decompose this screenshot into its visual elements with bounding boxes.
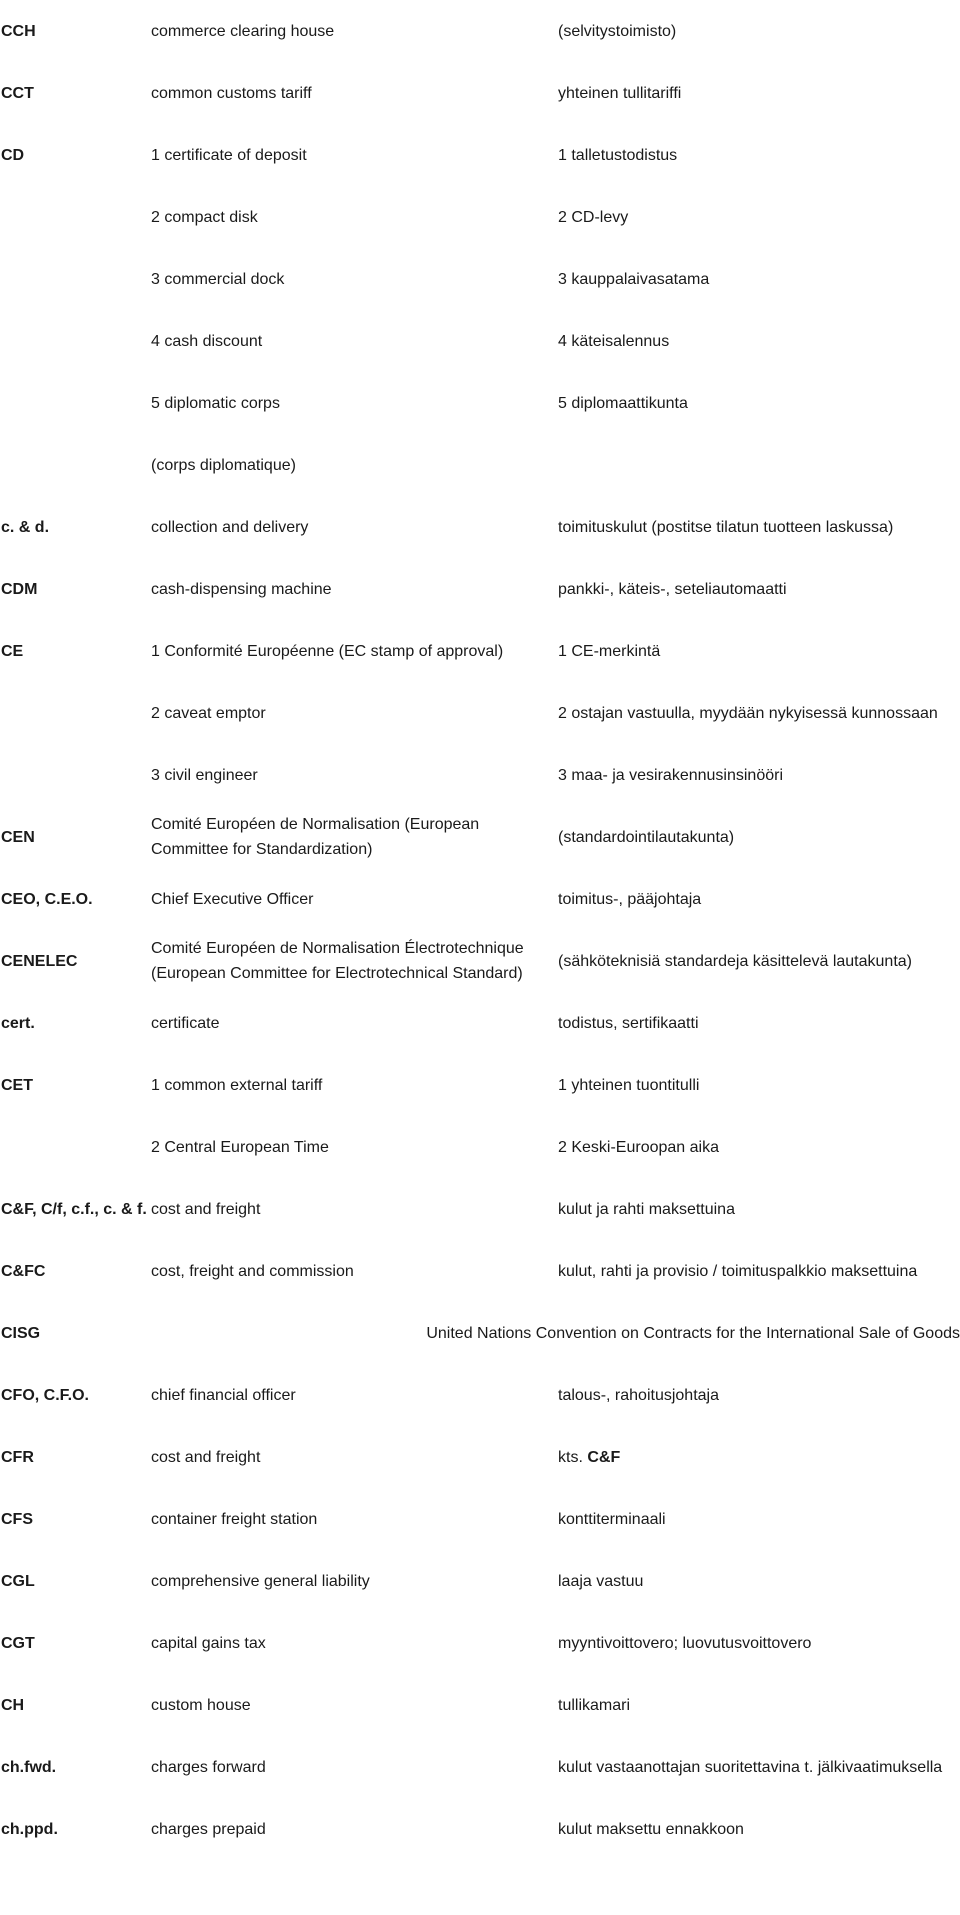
english-term: 2 caveat emptor [151,704,266,722]
english-term: comprehensive general liability [151,1572,370,1590]
abbreviation: CFS [1,1510,33,1528]
glossary-row [0,744,960,806]
finnish-term: yhteinen tullitariffi [558,84,682,102]
abbreviation: CH [1,1696,25,1714]
glossary-row [0,434,960,496]
glossary-row [0,620,960,682]
abbreviation: cert. [1,1014,35,1032]
glossary-row [0,1550,960,1612]
english-term: Comité Européen de Normalisation (European Committee for Standardization) [151,816,480,858]
english-term: 4 cash discount [151,332,263,350]
finnish-term: laaja vastuu [558,1572,644,1590]
abbreviation: CEN [1,828,35,846]
english-term: 1 certificate of deposit [151,146,307,164]
abbreviation: CFO, C.F.O. [1,1386,89,1404]
glossary-row [0,682,960,744]
glossary-row [0,992,960,1054]
english-term: 3 civil engineer [151,766,258,784]
glossary-row [0,0,960,62]
glossary-row [0,62,960,124]
finnish-term: toimitus-, pääjohtaja [558,890,702,908]
finnish-term: (sähköteknisiä standardeja käsittelevä lautakunta) [558,952,912,970]
glossary-row [0,558,960,620]
abbreviation: CEO, C.E.O. [1,890,93,908]
finnish-term: konttiterminaali [558,1510,666,1528]
abbreviation: c. & d. [1,518,50,536]
glossary-row [0,1364,960,1426]
cross-reference-link: C&F [587,1448,621,1466]
finnish-term: myyntivoittovero; luovutusvoittovero [558,1634,812,1652]
english-term: capital gains tax [151,1634,266,1652]
english-term: 3 commercial dock [151,270,285,288]
abbreviation: C&F, C/f, c.f., c. & f. [1,1200,147,1218]
glossary-row [0,806,960,868]
glossary-row [0,310,960,372]
glossary-row [0,124,960,186]
abbreviation: CFR [1,1448,34,1466]
abbreviation: CGT [1,1634,35,1652]
finnish-term: kulut vastaanottajan suoritettavina t. jälkivaatimuksella [558,1758,943,1776]
abbreviation: CDM [1,580,38,598]
finnish-term: (selvitystoimisto) [558,22,677,40]
abbreviation: CGL [1,1572,35,1590]
glossary-row [0,930,960,992]
english-term: container freight station [151,1510,318,1528]
english-term: cash-dispensing machine [151,580,332,598]
abbreviation: CISG [1,1324,41,1342]
glossary-row [0,1302,960,1364]
glossary-row [0,1674,960,1736]
finnish-term: talous-, rahoitusjohtaja [558,1386,719,1404]
finnish-term: 1 talletustodistus [558,146,678,164]
abbreviation: CCH [1,22,36,40]
glossary-row [0,496,960,558]
english-term: cost and freight [151,1448,261,1466]
english-term: collection and delivery [151,518,309,536]
english-term: 1 Conformité Européenne (EC stamp of approval) [151,642,504,660]
finnish-term: 2 CD-levy [558,208,629,226]
english-term: Comité Européen de Normalisation Électrotechnique (European Committee for Electrotechnical Standard) [151,940,524,982]
finnish-term: tullikamari [558,1696,631,1714]
abbreviation: ch.fwd. [1,1758,57,1776]
glossary-row [0,1054,960,1116]
english-term: custom house [151,1696,251,1714]
glossary-row [0,1612,960,1674]
abbreviation: CE [1,642,24,660]
finnish-term: todistus, sertifikaatti [558,1014,699,1032]
glossary-row [0,1116,960,1178]
abbreviation: CCT [1,84,34,102]
english-term: (corps diplomatique) [151,456,296,474]
english-term: common customs tariff [151,84,312,102]
glossary-row [0,1240,960,1302]
abbreviation: C&FC [1,1262,46,1280]
finnish-term: pankki-, käteis-, seteliautomaatti [558,580,787,598]
finnish-term: kulut, rahti ja provisio / toimituspalkkio maksettuina [558,1262,918,1280]
english-term: charges forward [151,1758,266,1776]
see-also-prefix: kts. [558,1448,583,1466]
finnish-term: (standardointilautakunta) [558,828,735,846]
english-term: charges prepaid [151,1820,266,1838]
glossary-row [0,186,960,248]
english-term: 2 Central European Time [151,1138,329,1156]
abbreviation: CD [1,146,25,164]
english-term: cost and freight [151,1200,261,1218]
english-term: cost, freight and commission [151,1262,354,1280]
abbreviation: CET [1,1076,33,1094]
glossary-row [0,1488,960,1550]
english-term: chief financial officer [151,1386,296,1404]
finnish-term: 2 Keski-Euroopan aika [558,1138,719,1156]
glossary-row [0,1178,960,1240]
glossary-row [0,372,960,434]
abbreviation: CENELEC [1,952,78,970]
finnish-term: 4 käteisalennus [558,332,670,350]
glossary-row [0,1798,960,1860]
finnish-term: 1 yhteinen tuontitulli [558,1076,700,1094]
finnish-term: 3 kauppalaivasatama [558,270,710,288]
glossary-row [0,1426,960,1488]
finnish-term: 2 ostajan vastuulla, myydään nykyisessä kunnossaan [558,704,938,722]
glossary-row [0,868,960,930]
english-term: 2 compact disk [151,208,258,226]
english-term: commerce clearing house [151,22,335,40]
english-term: Chief Executive Officer [151,890,314,908]
finnish-term [558,1445,960,1470]
finnish-term: United Nations Convention on Contracts for the International Sale of Goods [426,1324,960,1342]
english-term: certificate [151,1014,220,1032]
finnish-term: toimituskulut (postitse tilatun tuotteen laskussa) [558,518,894,536]
finnish-term: 3 maa- ja vesirakennusinsinööri [558,766,783,784]
finnish-term: 5 diplomaattikunta [558,394,688,412]
abbreviation: ch.ppd. [1,1820,58,1838]
english-term: 1 common external tariff [151,1076,323,1094]
english-term: 5 diplomatic corps [151,394,280,412]
finnish-term: kulut ja rahti maksettuina [558,1200,735,1218]
finnish-term: kulut maksettu ennakkoon [558,1820,744,1838]
glossary-row [0,248,960,310]
finnish-term: 1 CE-merkintä [558,642,661,660]
glossary-row [0,1736,960,1798]
